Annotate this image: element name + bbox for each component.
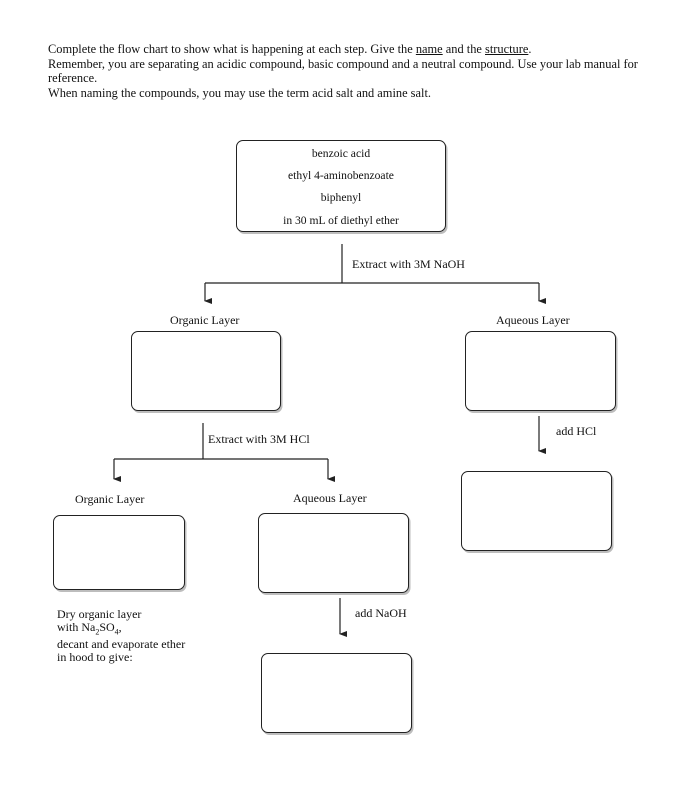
aqueous-layer-label-2: Aqueous Layer [293,491,367,505]
note-text: , [118,619,122,634]
step-extract-naoh: Extract with 3M NaOH [352,257,465,271]
note-line: Dry organic layer [57,607,142,621]
subscript: 4 [114,626,119,636]
note-line-sodium-sulfate [57,621,185,639]
step-add-naoh: add NaOH [355,606,407,620]
instruction-line-3: When naming the compounds, you may use the term acid salt and amine salt. [48,85,431,100]
subscript: 2 [95,626,100,636]
instruction-text: . [528,42,532,56]
note-line: in hood to give: [57,649,133,664]
compound-biphenyl: biphenyl [320,191,362,204]
amine-precipitate-answer-box[interactable] [261,653,412,733]
dry-organic-layer-note [57,608,185,663]
underlined-name: name [415,42,443,56]
instruction-text: and the [442,42,486,56]
organic-layer-answer-box-1[interactable] [131,331,281,411]
solvent-label: in 30 mL of diethyl ether [283,214,399,227]
note-text: with Na [57,619,96,634]
acid-precipitate-answer-box[interactable] [461,471,612,551]
organic-layer-answer-box-2[interactable] [53,515,185,590]
note-line: decant and evaporate ether [57,637,186,652]
step-extract-hcl: Extract with 3M HCl [208,432,310,446]
aqueous-layer-label-1: Aqueous Layer [496,313,570,327]
note-text: SO [99,619,115,634]
instruction-text: Complete the flow chart to show what is happening at each step. Give the [48,42,416,56]
compound-benzoic-acid: benzoic acid [311,147,371,160]
aqueous-layer-answer-box-1[interactable] [465,331,616,411]
aqueous-layer-answer-box-2[interactable] [258,513,409,593]
organic-layer-label-2: Organic Layer [75,492,145,506]
underlined-structure: structure [485,42,529,56]
compound-ethyl-aminobenzoate: ethyl 4-aminobenzoate [288,169,394,182]
start-mixture-box [236,140,446,232]
organic-layer-label-1: Organic Layer [170,313,240,327]
instruction-line-2: Remember, you are separating an acidic compound, basic compound and a neutral compound. Use your lab manual for reference. [48,56,638,85]
step-add-hcl: add HCl [556,424,597,438]
